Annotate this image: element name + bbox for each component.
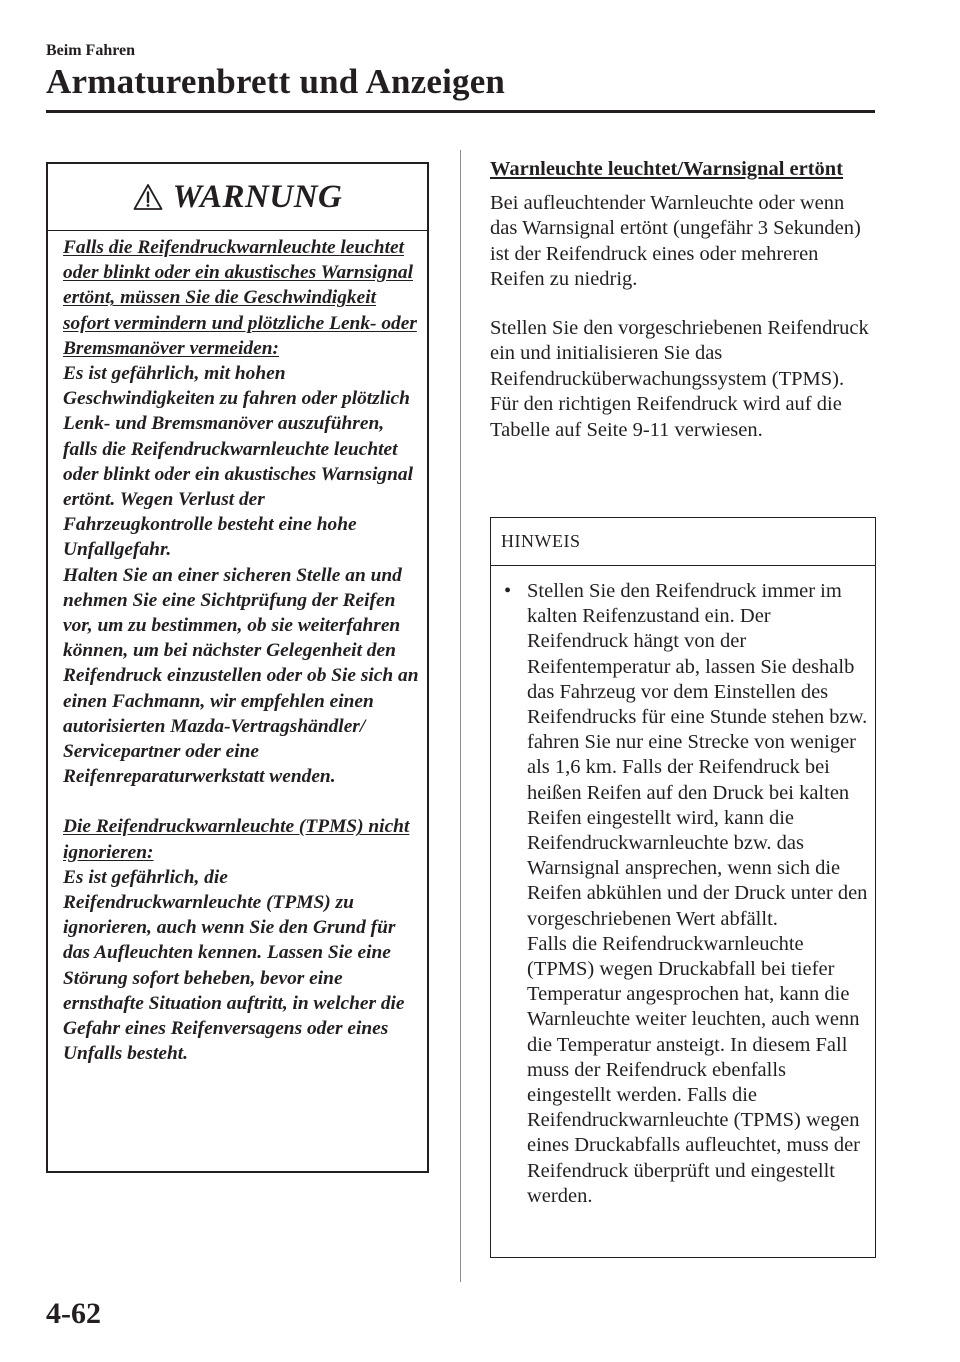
note-item [504,579,869,1209]
warning-text-3: Es ist gefährlich, die Reifendruckwarnleuchte (TPMS) zu ignorieren, auch wenn Sie den Grund für das Aufleuchten kennen. Lassen Sie eine Störung sofort beheben, bevor eine ernsthafte Situation auftritt, in welcher die Gefahr eines Reifenversagens oder eines Unfalls besteht. [63,866,405,1065]
body-paragraph-1: Bei aufleuchtender Warnleuchte oder wenn das Warnsignal ertönt (ungefähr 3 Sekunden) ist der Reifendruck eines oder mehreren Reifen zu niedrig. [490,191,861,290]
column-divider [460,150,461,1282]
body-paragraph-2: Stellen Sie den vorgeschriebenen Reifendruck ein und initialisieren Sie das Reifendrucküberwachungssystem (TPMS). Für den richtigen Reifendruck wird auf die Tabelle auf Seite 9-11 verwiesen. [490,316,869,441]
warning-body [48,231,427,1067]
header-rule [46,110,875,113]
warning-triangle-icon [133,183,163,211]
warning-text-2: Halten Sie an einer sicheren Stelle an und nehmen Sie eine Sichtprüfung der Reifen vor, um zu bestimmen, ob sie weiterfahren können, um bei nächster Gelegenheit den Reifendruck einzustellen oder ob Sie sich an einen Fachmann, wir empfehlen einen autorisierten Mazda-Vertragshändler/ Servicepartner oder eine Reifenreparaturwerkstatt wenden. [63,564,419,788]
warning-heading-1: Falls die Reifendruckwarnleuchte leuchtet oder blinkt oder ein akustisches Warnsignal ertönt, müssen Sie die Geschwindigkeit sofort vermindern und plötzliche Lenk- oder Bremsmanöver vermeiden: [63,237,417,359]
note-title: HINWEIS [491,518,875,566]
main-column [490,157,875,466]
section-label: Beim Fahren [46,42,136,59]
page-number: 4-62 [46,1297,101,1330]
warning-text-1: Es ist gefährlich, mit hohen Geschwindigkeiten zu fahren oder plötzlich Lenk- und Bremsmanöver auszuführen, falls die Reifendruckwarnleuchte leuchtet oder blinkt oder ein akustisches Warnsignal ertönt. Wegen Verlust der Fahrzeugkontrolle besteht eine hohe Unfallgefahr. [63,363,413,561]
note-text-2: Falls die Reifendruckwarnleuchte (TPMS) wegen Druckabfall bei tiefer Temperatur angesprochen hat, kann die Warnleuchte weiter leuchten, auch wenn die Temperatur ansteigt. In diesem Fall muss der Reifendruck ebenfalls eingestellt werden. Falls die Reifendruckwarnleuchte (TPMS) wegen eines Druckabfalls aufleuchtet, muss der Reifendruck überprüft und eingestellt werden. [527,932,861,1207]
bullet-icon: • [504,580,512,602]
note-text-1: Stellen Sie den Reifendruck immer im kalten Reifenzustand ein. Der Reifendruck hängt von der Reifentemperatur ab, lassen Sie deshalb das Fahrzeug vor dem Einstellen des Reifendrucks für eine Stunde stehen bzw. fahren Sie nur eine Strecke von weniger als 1,6 km. Falls der Reifendruck bei heißen Reifen auf den Druck bei kalten Reifen eingestellt wird, kann die Reifendruckwarnleuchte bzw. das Warnsignal ansprechen, wenn sich die Reifen abkühlen und der Druck unter den vorgeschriebenen Wert abfällt. [527,580,868,930]
warning-heading-2: Die Reifendruckwarnleuchte (TPMS) nicht ignorieren: [63,816,410,863]
warning-box [46,162,429,1173]
warning-title: WARNUNG [172,178,343,215]
note-box [490,517,876,1258]
subsection-heading: Warnleuchte leuchtet/Warnsignal ertönt [490,158,844,180]
chapter-title: Armaturenbrett und Anzeigen [46,62,506,101]
warning-header [48,164,427,231]
